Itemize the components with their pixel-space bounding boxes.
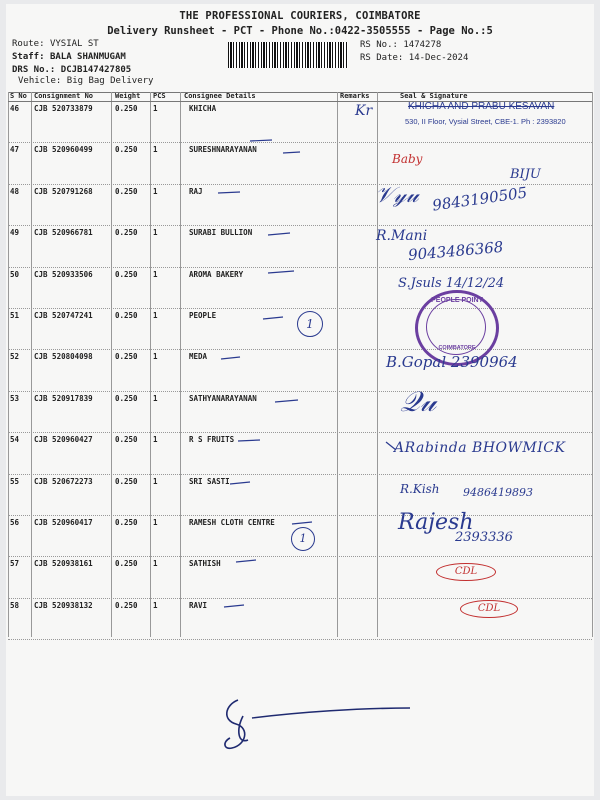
cell-weight: 0.250 [115, 269, 138, 279]
circle-mark-56-text: 1 [299, 532, 307, 545]
cell-consignment-no: CJB 520917839 [34, 393, 93, 403]
cell-pcs: 1 [153, 228, 158, 238]
cell-consignment-no: CJB 520938132 [34, 600, 93, 610]
cell-pcs: 1 [153, 559, 158, 569]
cell-pcs: 1 [153, 435, 158, 445]
cell-pcs: 1 [153, 186, 158, 196]
dash-mark [224, 605, 244, 607]
dash-mark [250, 140, 272, 141]
rs-no-label: RS No.: [360, 40, 398, 50]
cell-consignment-no: CJB 520747241 [34, 311, 93, 320]
signature-row55a: R.Kish [400, 482, 440, 496]
dash-mark [221, 357, 240, 359]
runsheet-subtitle: Delivery Runsheet - PCT - Phone No.:0422-3505555 - Page No.:5 [107, 25, 493, 37]
cell-consignment-no: CJB 520933506 [34, 269, 93, 279]
cell-weight: 0.250 [115, 186, 138, 196]
route-label: Route: [12, 39, 45, 49]
cell-weight: 0.250 [115, 352, 138, 362]
cell-sno: 54 [10, 435, 20, 445]
cell-consignee: SATHYANARAYANAN [189, 393, 257, 403]
signature-row50: S.Jsuls 14/12/24 [398, 276, 505, 291]
cell-sno: 53 [10, 393, 20, 403]
cell-pcs: 1 [153, 518, 158, 527]
cell-sno: 48 [10, 186, 20, 196]
cell-weight: 0.250 [115, 228, 138, 238]
cell-consignee: SURABI BULLION [189, 228, 253, 238]
cell-consignee: RAMESH CLOTH CENTRE [189, 518, 275, 527]
route-value: VYSIAL ST [49, 39, 99, 49]
cell-sno: 51 [10, 311, 20, 320]
dash-mark [283, 152, 300, 153]
signature-row47a: Baby [392, 152, 423, 166]
cell-weight: 0.250 [115, 600, 138, 610]
cell-sno: 47 [10, 145, 20, 155]
signature-row49a: R.Mani [376, 228, 428, 244]
dash-mark [218, 192, 240, 193]
cell-consignee: KHICHA [189, 104, 217, 113]
dash-mark [236, 560, 256, 562]
cell-consignee: SRI SASTI [189, 476, 230, 486]
rs-date-value: 14-Dec-2024 [408, 53, 469, 63]
cell-sno: 46 [10, 104, 20, 113]
cell-consignment-no: CJB 520960417 [34, 518, 93, 527]
cdl-mark-58-text: CDL [477, 603, 501, 614]
bottom-signature [225, 700, 410, 748]
cell-weight: 0.250 [115, 476, 138, 486]
cell-pcs: 1 [153, 269, 158, 279]
dash-mark [230, 482, 250, 484]
signature-row47b: BIJU [510, 167, 541, 182]
dash-mark [268, 233, 290, 235]
stamp-khicha-address: 530, II Floor, Vysial Street, CBE-1. Ph : 2393820 [405, 117, 566, 126]
cell-sno: 55 [10, 476, 20, 486]
cell-pcs: 1 [153, 393, 158, 403]
cell-consignee: SATHISH [189, 559, 221, 569]
drs-value: DCJB147427805 [60, 65, 132, 75]
signature-scribble-48: 𝒱𝓎𝓊 [375, 183, 419, 208]
signature-row52: B.Gopal 2390964 [386, 353, 518, 371]
cell-weight: 0.250 [115, 145, 138, 155]
cell-consignee: RAVI [189, 600, 208, 610]
cell-consignment-no: CJB 520791268 [34, 186, 93, 196]
cell-consignment-no: CJB 520960499 [34, 145, 93, 155]
cell-pcs: 1 [153, 600, 158, 610]
cell-weight: 0.250 [115, 435, 138, 445]
staff-label: Staff: [12, 52, 45, 62]
cell-weight: 0.250 [115, 559, 138, 569]
vehicle-label: Vehicle: [18, 76, 62, 86]
cell-consignment-no: CJB 520966781 [34, 228, 93, 238]
cell-consignment-no: CJB 520804098 [34, 352, 93, 362]
cell-sno: 52 [10, 352, 20, 362]
cell-pcs: 1 [153, 352, 158, 362]
signature-row48: 9843190505 [431, 183, 529, 215]
cell-pcs: 1 [153, 311, 158, 320]
rs-date-label: RS Date: [360, 53, 404, 63]
cell-consignee: R S FRUITS [189, 435, 235, 445]
signature-row55b: 9486419893 [463, 486, 533, 499]
col-header-consignment: Consignment No [34, 92, 94, 100]
stamp-people-top: PEOPLE POINT [431, 297, 483, 304]
cell-consignee: MEDA [189, 352, 208, 362]
dash-mark [268, 271, 294, 273]
col-header-sno: S No [10, 92, 27, 100]
cell-consignment-no: CJB 520938161 [34, 559, 93, 569]
dash-mark [238, 440, 260, 441]
cell-consignment-no: CJB 520672273 [34, 476, 93, 486]
cell-consignment-no: CJB 520960427 [34, 435, 93, 445]
signature-row46: Kr [355, 103, 373, 119]
dash-mark [275, 400, 298, 402]
dash-mark [263, 317, 283, 319]
cell-consignee: AROMA BAKERY [189, 269, 244, 279]
company-title: THE PROFESSIONAL COURIERS, COIMBATORE [179, 10, 421, 22]
cell-pcs: 1 [153, 104, 158, 113]
dash-mark [292, 522, 312, 524]
stamp-khicha-name: KHICHA AND PRABU KESAVAN [408, 101, 555, 112]
signature-scribble-53: 𝒬𝓊 [400, 385, 436, 418]
cell-sno: 50 [10, 269, 20, 279]
signature-row49b: 9043486368 [407, 237, 505, 265]
col-header-consignee: Consignee Details [184, 92, 256, 100]
tick-mark [386, 442, 396, 450]
cell-sno: 57 [10, 559, 20, 569]
signature-row56a: Rajesh [398, 510, 474, 535]
cell-sno: 58 [10, 600, 20, 610]
cell-sno: 49 [10, 228, 20, 238]
cell-pcs: 1 [153, 145, 158, 155]
drs-label: DRS No.: [12, 65, 56, 75]
rs-no-value: 1474278 [403, 40, 442, 50]
cell-weight: 0.250 [115, 311, 138, 320]
cell-consignee: RAJ [189, 186, 203, 196]
cell-weight: 0.250 [115, 518, 138, 527]
col-header-weight: Weight [115, 92, 141, 100]
signature-row54: ARabinda BHOWMICK [394, 440, 566, 456]
cell-consignee: PEOPLE [189, 311, 217, 320]
cell-weight: 0.250 [115, 104, 138, 113]
cell-sno: 56 [10, 518, 20, 527]
cell-weight: 0.250 [115, 393, 138, 403]
vehicle-value: Big Bag Delivery [66, 76, 154, 86]
stamp-people-bottom: COIMBATORE [438, 345, 476, 351]
cell-pcs: 1 [153, 476, 158, 486]
cell-consignment-no: CJB 520733879 [34, 104, 93, 113]
circle-mark-51-text: 1 [306, 317, 314, 331]
cdl-mark-57-text: CDL [454, 566, 478, 577]
col-header-remarks: Remarks [340, 92, 370, 100]
cell-consignee: SURESHNARAYANAN [189, 145, 257, 155]
col-header-seal: Seal & Signature [400, 92, 468, 100]
signature-row56b: 2393336 [455, 530, 513, 545]
col-header-pcs: PCS [153, 92, 166, 100]
staff-value: BALA SHANMUGAM [49, 52, 126, 62]
